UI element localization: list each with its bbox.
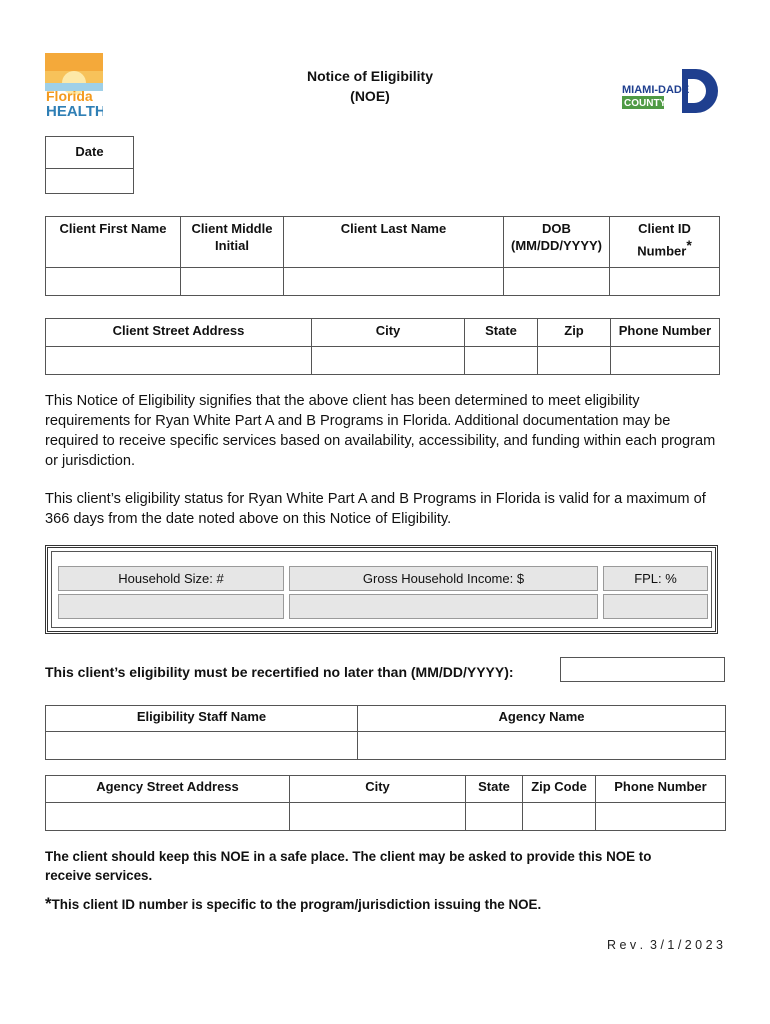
household-box [45,545,718,634]
header-client-first-name: Client First Name [46,217,181,268]
keep-noe-note: The client should keep this NOE in a safe place. The client may be asked to provide this NOE to receive services. [45,849,652,883]
household-income-field[interactable] [289,594,598,619]
eligibility-statement: This Notice of Eligibility signifies that the above client has been determined to meet eligibility requirements for Ryan White Part A and B Programs in Florida. Additional documentation may be required to receive specific services based on availability, accessibility, and funding within each program or jurisdiction. [45,393,716,469]
household-income-label: Gross Household Income: $ [289,566,598,591]
header-client-id-label: Client ID Number [637,221,691,259]
client-phone-field[interactable] [611,347,720,375]
header-client-last-name: Client Last Name [284,217,504,268]
florida-health-logo [45,53,103,119]
svg-text:Florida: Florida [46,88,93,104]
agency-name-field[interactable] [358,732,726,760]
header-client-city: City [312,319,465,347]
client-city-field[interactable] [312,347,465,375]
agency-city-field[interactable] [290,803,466,831]
header-client-middle-initial: Client Middle Initial [181,217,284,268]
svg-text:COUNTY: COUNTY [624,98,667,109]
header-agency-state: State [466,776,523,803]
date-field[interactable] [46,169,134,194]
revision-date: R e v . 3 / 1 / 2 0 2 3 [606,938,723,952]
client-middle-initial-field[interactable] [181,268,284,296]
eligibility-staff-name-field[interactable] [46,732,358,760]
agency-phone-field[interactable] [596,803,726,831]
household-size-field[interactable] [58,594,284,619]
agency-zip-field[interactable] [523,803,596,831]
recertify-date-field[interactable] [560,657,725,682]
header-eligibility-staff-name: Eligibility Staff Name [46,706,358,732]
fpl-field[interactable] [603,594,708,619]
svg-text:HEALTH: HEALTH [46,103,103,119]
recertify-label: This client’s eligibility must be recertified no later than (MM/DD/YYYY): [45,664,514,680]
header-agency-city: City [290,776,466,803]
svg-text:MIAMI-DADE: MIAMI-DADE [622,84,690,96]
household-inner [51,551,712,628]
title-line-1: Notice of Eligibility [306,68,433,84]
validity-statement: This client’s eligibility status for Ryan White Part A and B Programs in Florida is valid for a maximum of 366 days from the date noted above on this Notice of Eligibility. [45,491,706,527]
client-id-field[interactable] [610,268,720,296]
agency-address-table [45,775,726,831]
dob-field[interactable] [504,268,610,296]
header-client-zip: Zip [538,319,611,347]
client-zip-field[interactable] [538,347,611,375]
client-id-asterisk: * [686,237,692,253]
page-title [245,66,495,106]
agency-state-field[interactable] [466,803,523,831]
title-line-2: (NOE) [350,88,390,104]
date-table [45,136,134,194]
client-id-note-asterisk: * [45,894,52,913]
staff-table [45,705,726,760]
client-last-name-field[interactable] [284,268,504,296]
client-address-table [45,318,720,375]
date-label: Date [46,137,134,169]
header-agency-name: Agency Name [358,706,726,732]
client-info-table [45,216,720,296]
client-id-note [45,894,725,914]
header-client-phone: Phone Number [611,319,720,347]
fpl-label: FPL: % [603,566,708,591]
client-state-field[interactable] [465,347,538,375]
agency-street-address-field[interactable] [46,803,290,831]
header-client-street-address: Client Street Address [46,319,312,347]
household-size-label: Household Size: # [58,566,284,591]
header-agency-street-address: Agency Street Address [46,776,290,803]
client-id-note-text: This client ID number is specific to the program/jurisdiction issuing the NOE. [51,897,542,912]
header-client-state: State [465,319,538,347]
header-dob: DOB (MM/DD/YYYY) [504,217,610,268]
miami-dade-logo [620,67,720,115]
client-first-name-field[interactable] [46,268,181,296]
header-client-id [610,217,720,268]
header-agency-zip: Zip Code [523,776,596,803]
client-street-address-field[interactable] [46,347,312,375]
header-agency-phone: Phone Number [596,776,726,803]
